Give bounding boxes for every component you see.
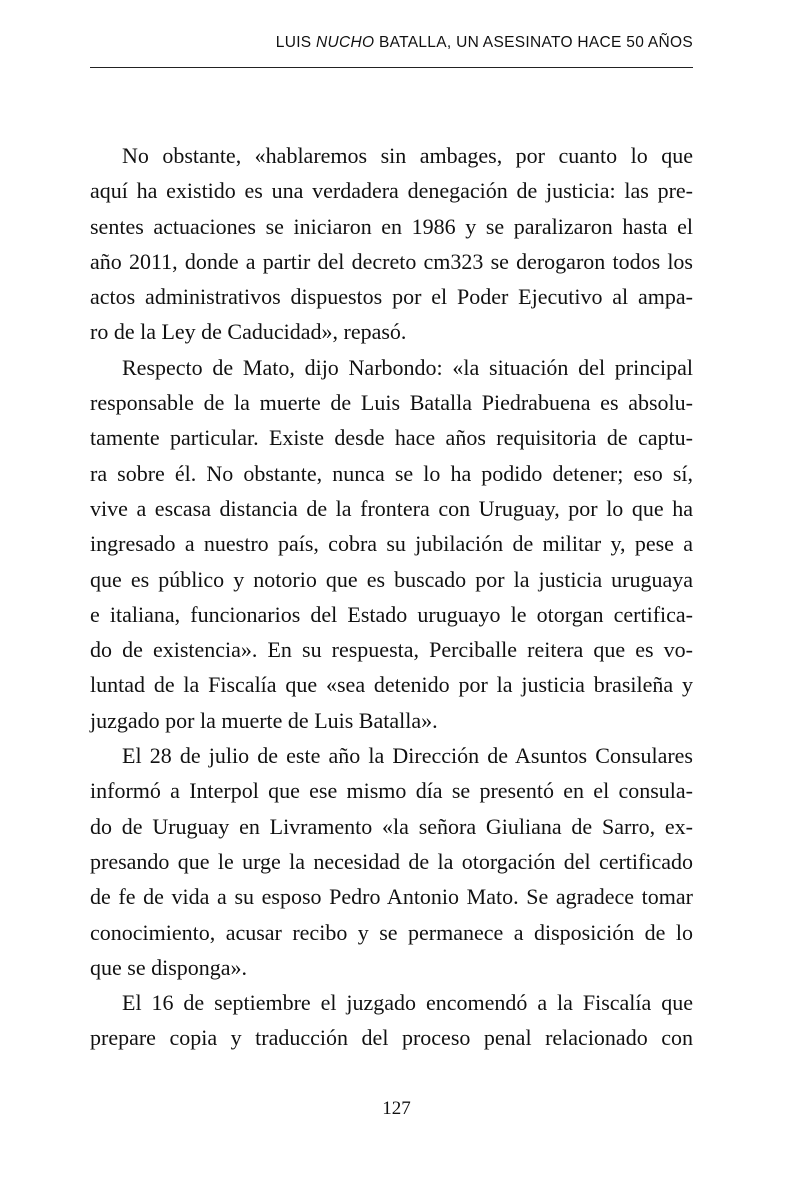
paragraph [90, 738, 693, 985]
text-line: El 16 de septiembre el juzgado encomendó a la Fiscalía que [122, 990, 693, 1016]
text-line: do de Uruguay en Livramento «la señora Giuliana de Sarro, ex- [90, 813, 693, 839]
running-head-pre: LUIS [275, 34, 317, 51]
text-line: No obstante, «hablaremos sin ambages, por cuanto lo que [122, 143, 693, 168]
text-line: do de existencia». En su respuesta, Perciballe reitera que es vo- [90, 637, 693, 663]
text-line: tamente particular. Existe desde hace años requisitoria de captu- [90, 425, 693, 451]
paragraph [90, 350, 693, 738]
paragraph [90, 985, 693, 1056]
running-head [276, 34, 693, 52]
text-line: juzgado por la muerte de Luis Batalla». [90, 707, 438, 733]
text-line: que es público y notorio que es buscado por la justicia uruguaya [90, 566, 693, 592]
text-line: actos administrativos dispuestos por el Poder Ejecutivo al ampa- [90, 284, 693, 310]
text-line: presando que le urge la necesidad de la otorgación del certificado [90, 848, 693, 874]
page-number: 127 [382, 1098, 411, 1119]
text-line: año 2011, donde a partir del decreto cm323 se derogaron todos los [90, 248, 693, 274]
body-text [90, 138, 693, 1056]
text-line: ingresado a nuestro país, cobra su jubilación de militar y, pese a [90, 531, 693, 557]
text-line: ro de la Ley de Caducidad», repasó. [90, 319, 407, 345]
text-line: Respecto de Mato, dijo Narbondo: «la situación del principal [122, 354, 693, 380]
paragraph [90, 138, 693, 350]
text-line: responsable de la muerte de Luis Batalla Piedrabuena es absolu- [90, 390, 693, 416]
running-head-post: BATALLA, UN ASESINATO HACE 50 AÑOS [374, 34, 693, 51]
text-line: ra sobre él. No obstante, nunca se lo ha podido detener; eso sí, [90, 460, 693, 486]
text-line: luntad de la Fiscalía que «sea detenido por la justicia brasileña y [90, 672, 693, 698]
text-line: aquí ha existido es una verdadera denegación de justicia: las pre- [90, 178, 693, 204]
text-line: que se disponga». [90, 954, 248, 980]
text-line: El 28 de julio de este año la Dirección de Asuntos Consulares [122, 743, 693, 769]
text-line: sentes actuaciones se iniciaron en 1986 y se paralizaron hasta el [90, 213, 693, 239]
text-line: conocimiento, acusar recibo y se permanece a disposición de lo [90, 919, 693, 945]
header-rule [90, 67, 693, 68]
text-line: e italiana, funcionarios del Estado uruguayo le otorgan certifica- [90, 601, 693, 627]
text-line: vive a escasa distancia de la frontera con Uruguay, por lo que ha [90, 495, 693, 521]
running-head-nickname: NUCHO [316, 34, 375, 51]
text-line: prepare copia y traducción del proceso penal relacionado con [90, 1025, 693, 1051]
text-line: informó a Interpol que ese mismo día se presentó en el consula- [90, 778, 693, 804]
text-line: de fe de vida a su esposo Pedro Antonio Mato. Se agradece tomar [90, 884, 693, 910]
